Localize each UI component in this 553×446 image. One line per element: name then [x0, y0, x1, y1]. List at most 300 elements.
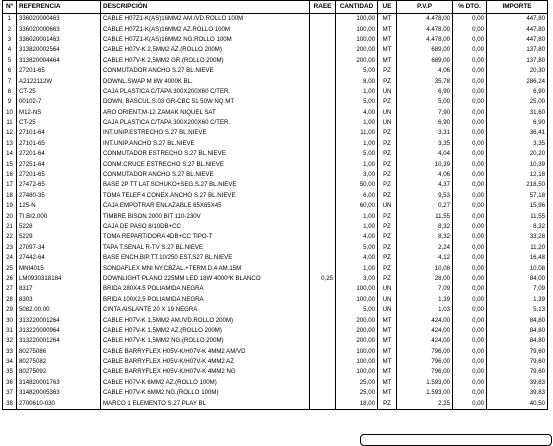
- cell-reference: 5082.00.00: [17, 305, 101, 315]
- cell-description: CABLE H07V-K 1,5MM2 AM./VD.ROLLO 200M): [101, 315, 310, 325]
- cell-reference: 27201-64: [17, 149, 101, 159]
- cell-unit-price: 796,00: [397, 367, 453, 377]
- cell-amount: 137,80: [487, 45, 548, 55]
- cell-discount: 0,00: [453, 295, 487, 305]
- cell-line-number: 25: [3, 263, 17, 273]
- cell-reference: 27472-65: [17, 180, 101, 190]
- cell-discount: 0,00: [453, 56, 487, 66]
- cell-discount: 0,00: [453, 97, 487, 107]
- cell-unit: MT: [378, 45, 397, 55]
- cell-unit: UN: [378, 284, 397, 294]
- cell-unit: MT: [378, 326, 397, 336]
- cell-discount: 0,00: [453, 347, 487, 357]
- cell-unit-price: 796,00: [397, 357, 453, 367]
- cell-quantity: 5,00: [336, 305, 378, 315]
- cell-amount: 286,24: [487, 76, 548, 86]
- cell-reference: 313220000964: [17, 326, 101, 336]
- cell-description: CAJA EMPOTRAR ENLAZABLE 65X65X45: [101, 201, 310, 211]
- cell-unit: PZ: [378, 243, 397, 253]
- table-row: [3, 180, 548, 190]
- table-row: [3, 118, 548, 128]
- cell-quantity: 100,00: [336, 295, 378, 305]
- cell-amount: 447,80: [487, 35, 548, 45]
- cell-unit: PZ: [378, 222, 397, 232]
- cell-amount: 79,60: [487, 357, 548, 367]
- cell-unit-price: 7,09: [397, 284, 453, 294]
- cell-quantity: 1,00: [336, 139, 378, 149]
- cell-quantity: 100,00: [336, 35, 378, 45]
- cell-raee: [310, 14, 336, 25]
- cell-unit: PZ: [378, 159, 397, 169]
- cell-line-number: 1: [3, 14, 17, 25]
- table-row: [3, 232, 548, 242]
- cell-unit: PZ: [378, 149, 397, 159]
- cell-raee: [310, 76, 336, 86]
- cell-discount: 0,00: [453, 253, 487, 263]
- cell-raee: [310, 211, 336, 221]
- cell-raee: [310, 97, 336, 107]
- cell-raee: [310, 191, 336, 201]
- cell-unit: PZ: [378, 170, 397, 180]
- cell-discount: 0,00: [453, 232, 487, 242]
- cell-unit: PZ: [378, 253, 397, 263]
- cell-unit-price: 10,39: [397, 159, 453, 169]
- cell-raee: [310, 388, 336, 398]
- col-header-quantity: CANTIDAD: [336, 1, 378, 14]
- cell-unit-price: 689,00: [397, 45, 453, 55]
- cell-quantity: 100,00: [336, 347, 378, 357]
- cell-unit-price: 1,39: [397, 295, 453, 305]
- table-row: [3, 211, 548, 221]
- cell-discount: 0,00: [453, 336, 487, 346]
- cell-description: CONMUTADOR ANCHO S.27 BL.NIEVE: [101, 170, 310, 180]
- cell-reference: 336020001463: [17, 35, 101, 45]
- cell-line-number: 26: [3, 274, 17, 284]
- cell-discount: 0,00: [453, 388, 487, 398]
- cell-reference: 336020000463: [17, 14, 101, 25]
- cell-amount: 6,90: [487, 118, 548, 128]
- cell-unit-price: 28,00: [397, 274, 453, 284]
- cell-quantity: 25,00: [336, 378, 378, 388]
- cell-description: CAJA PLASTICA C/TAPA 300X200X60 C/TER.: [101, 87, 310, 97]
- cell-description: CABLE H07V-K 2,5MM2 AZ.(ROLLO 200M): [101, 45, 310, 55]
- cell-raee: [310, 295, 336, 305]
- cell-unit-price: 424,00: [397, 315, 453, 325]
- cell-reference: TI.BI2.000: [17, 211, 101, 221]
- table-row: [3, 191, 548, 201]
- cell-reference: 27480-35: [17, 191, 101, 201]
- cell-amount: 7,09: [487, 284, 548, 294]
- cell-description: BASE 2P TT LAT.SCHUKO+SEG.S.27 BL.NIEVE: [101, 180, 310, 190]
- cell-amount: 31,60: [487, 108, 548, 118]
- cell-unit-price: 424,00: [397, 326, 453, 336]
- cell-line-number: 37: [3, 388, 17, 398]
- cell-quantity: 200,00: [336, 315, 378, 325]
- table-body: [3, 14, 548, 410]
- cell-unit-price: 0,27: [397, 201, 453, 211]
- cell-amount: 10,39: [487, 159, 548, 169]
- cell-unit: MT: [378, 378, 397, 388]
- cell-quantity: 1,00: [336, 211, 378, 221]
- cell-raee: [310, 378, 336, 388]
- cell-description: DOWNL.SWAP M 8W 4000K BL.: [101, 76, 310, 86]
- cell-reference: 313220001264: [17, 336, 101, 346]
- cell-amount: 15,96: [487, 201, 548, 211]
- cell-unit-price: 1,03: [397, 305, 453, 315]
- cell-reference: 5229: [17, 232, 101, 242]
- cell-unit-price: 3,35: [397, 139, 453, 149]
- cell-description: CABLE BARRYFLEX H05V-K/H07V-K 4MM2 NG: [101, 367, 310, 377]
- cell-description: CABLE H07Z1-K(AS)16MM2 NG.ROLLO 100M: [101, 35, 310, 45]
- cell-description: CONM.CRUCE ESTRECHO S.27 BL.NIEVE: [101, 159, 310, 169]
- cell-description: INT.UNIP.ANCHO S.27 BL.NIEVE: [101, 139, 310, 149]
- cell-line-number: 27: [3, 284, 17, 294]
- cell-quantity: 100,00: [336, 367, 378, 377]
- cell-amount: 447,80: [487, 14, 548, 25]
- table-row: [3, 76, 548, 86]
- cell-line-number: 15: [3, 159, 17, 169]
- cell-description: CABLE H07V-K 1,5MM2 NG.(ROLLO 200M): [101, 336, 310, 346]
- cell-unit-price: 4,04: [397, 149, 453, 159]
- cell-reference: 27101-65: [17, 139, 101, 149]
- table-row: [3, 87, 548, 97]
- cell-unit-price: 7,90: [397, 108, 453, 118]
- cell-amount: 79,60: [487, 367, 548, 377]
- cell-unit-price: 10,08: [397, 263, 453, 273]
- cell-amount: 12,18: [487, 170, 548, 180]
- cell-unit: MT: [378, 357, 397, 367]
- cell-amount: 84,80: [487, 326, 548, 336]
- cell-line-number: 12: [3, 128, 17, 138]
- cell-description: BRIDA 100X2,5 POLIAMIDA NEGRA: [101, 295, 310, 305]
- cell-unit: PZ: [378, 97, 397, 107]
- cell-quantity: 3,00: [336, 170, 378, 180]
- col-header-number: Nº: [3, 1, 17, 14]
- cell-quantity: 100,00: [336, 14, 378, 25]
- cell-unit: UN: [378, 305, 397, 315]
- cell-quantity: 5,00: [336, 149, 378, 159]
- cell-reference: 8303: [17, 295, 101, 305]
- cell-description: SONDAFLEX MNI NY.CBZAL.+TERM.D.4 AM.15M: [101, 263, 310, 273]
- table-row: [3, 295, 548, 305]
- cell-unit-price: 4,12: [397, 253, 453, 263]
- cell-line-number: 31: [3, 326, 17, 336]
- cell-unit: MT: [378, 315, 397, 325]
- cell-reference: 27101-64: [17, 128, 101, 138]
- table-row: [3, 263, 548, 273]
- cell-discount: 0,00: [453, 284, 487, 294]
- cell-discount: 0,00: [453, 87, 487, 97]
- cell-description: TOMA REPARTIDORA 4DB+CC TIPO-T: [101, 232, 310, 242]
- cell-discount: 0,00: [453, 263, 487, 273]
- cell-unit-price: 8,32: [397, 232, 453, 242]
- table-row: [3, 128, 548, 138]
- cell-unit-price: 424,00: [397, 336, 453, 346]
- cell-line-number: 19: [3, 201, 17, 211]
- cell-description: DOWN. BASCUL.S.03 GR-CBC 51 50W NQ MT: [101, 97, 310, 107]
- cell-discount: 0,00: [453, 170, 487, 180]
- cell-unit: PZ: [378, 180, 397, 190]
- cell-quantity: 4,00: [336, 108, 378, 118]
- cell-unit-price: 9,53: [397, 191, 453, 201]
- cell-discount: 0,00: [453, 128, 487, 138]
- cell-unit-price: 2,25: [397, 398, 453, 409]
- cell-description: BASE ENCH.BIP.TT.10/250 EST.S27 BL.NIEVE: [101, 253, 310, 263]
- cell-unit: PZ: [378, 263, 397, 273]
- cell-raee: [310, 357, 336, 367]
- table-row: [3, 201, 548, 211]
- cell-unit-price: 689,00: [397, 56, 453, 66]
- cell-line-number: 8: [3, 87, 17, 97]
- cell-line-number: 28: [3, 295, 17, 305]
- cell-reference: 80275082: [17, 357, 101, 367]
- cell-line-number: 30: [3, 315, 17, 325]
- cell-amount: 20,30: [487, 66, 548, 76]
- cell-raee: [310, 243, 336, 253]
- cell-quantity: 5,00: [336, 66, 378, 76]
- cell-raee: [310, 347, 336, 357]
- cell-reference: 27097-34: [17, 243, 101, 253]
- cell-description: DOWNLIGHT PLANO 225MM LED 18W 4000ºK BLANCO: [101, 274, 310, 284]
- cell-unit: PZ: [378, 76, 397, 86]
- cell-reference: 314820001763: [17, 378, 101, 388]
- cell-reference: 313220001264: [17, 315, 101, 325]
- cell-description: CAJA PLASTICA C/TAPA 300X200X60 C/TER.: [101, 118, 310, 128]
- cell-discount: 0,00: [453, 45, 487, 55]
- cell-description: CABLE BARRYFLEX H05V-K/H07V-K 4MM2 AM/VD: [101, 347, 310, 357]
- cell-unit: MT: [378, 367, 397, 377]
- cell-unit: PZ: [378, 66, 397, 76]
- cell-unit-price: 6,90: [397, 87, 453, 97]
- cell-raee: [310, 45, 336, 55]
- cell-line-number: 29: [3, 305, 17, 315]
- cell-raee: [310, 222, 336, 232]
- cell-unit-price: 796,00: [397, 347, 453, 357]
- cell-description: TAPA T.SENAL R-TV S.27 BL.NIEVE: [101, 243, 310, 253]
- cell-unit: MT: [378, 24, 397, 34]
- cell-raee: [310, 232, 336, 242]
- cell-unit-price: 4,06: [397, 66, 453, 76]
- table-row: [3, 24, 548, 34]
- cell-raee: [310, 263, 336, 273]
- cell-quantity: 50,00: [336, 180, 378, 190]
- cell-discount: 0,00: [453, 35, 487, 45]
- cell-unit-price: 8,32: [397, 222, 453, 232]
- cell-description: CABLE H07V-K 6MM2 AZ.(ROLLO 100M): [101, 378, 310, 388]
- cell-line-number: 32: [3, 336, 17, 346]
- cell-reference: 80275086: [17, 347, 101, 357]
- cell-line-number: 34: [3, 357, 17, 367]
- cell-discount: 0,00: [453, 149, 487, 159]
- cell-description: BRIDA 280X4.5 POLIAMIDA NEGRA: [101, 284, 310, 294]
- table-row: [3, 284, 548, 294]
- cell-amount: 5,13: [487, 305, 548, 315]
- cell-description: CAJA DE PASO 8/10DB+CC: [101, 222, 310, 232]
- cell-discount: 0,00: [453, 378, 487, 388]
- cell-raee: [310, 24, 336, 34]
- cell-line-number: 11: [3, 118, 17, 128]
- cell-line-number: 33: [3, 347, 17, 357]
- cell-raee: [310, 398, 336, 409]
- cell-description: CONMUTADOR ESTRECHO S.27 BL.NIEVE: [101, 149, 310, 159]
- cell-discount: 0,00: [453, 139, 487, 149]
- col-header-description: DESCRIPCIÓN: [101, 1, 310, 14]
- cell-line-number: 3: [3, 35, 17, 45]
- cell-raee: [310, 201, 336, 211]
- cell-discount: 0,00: [453, 66, 487, 76]
- cell-discount: 0,00: [453, 367, 487, 377]
- cell-line-number: 5: [3, 56, 17, 66]
- table-row: [3, 398, 548, 409]
- cell-amount: 8,32: [487, 222, 548, 232]
- cell-discount: 0,00: [453, 14, 487, 25]
- cell-amount: 10,08: [487, 263, 548, 273]
- table-row: [3, 367, 548, 377]
- cell-amount: 218,50: [487, 180, 548, 190]
- cell-unit: UN: [378, 201, 397, 211]
- cell-raee: [310, 367, 336, 377]
- cell-reference: 2700610-030: [17, 398, 101, 409]
- cell-raee: [310, 35, 336, 45]
- cell-unit: MT: [378, 56, 397, 66]
- cell-raee: [310, 180, 336, 190]
- cell-amount: 447,80: [487, 24, 548, 34]
- cell-description: CABLE H07V-K 6MM2 NG.(ROLLO 100M): [101, 388, 310, 398]
- cell-line-number: 36: [3, 378, 17, 388]
- table-row: [3, 326, 548, 336]
- cell-quantity: 1,00: [336, 159, 378, 169]
- table-row: [3, 139, 548, 149]
- cell-discount: 0,00: [453, 243, 487, 253]
- cell-quantity: 5,00: [336, 243, 378, 253]
- cell-description: CABLE H07Z1-K(AS)16MM2 AM./VD.ROLLO 100M: [101, 14, 310, 25]
- cell-amount: 20,20: [487, 149, 548, 159]
- table-row: [3, 347, 548, 357]
- table-row: [3, 253, 548, 263]
- cell-line-number: 24: [3, 253, 17, 263]
- cell-unit-price: 4.478,00: [397, 24, 453, 34]
- cell-description: CABLE BARRYFLEX H05V-K/H07V-K 4MM2 AZ: [101, 357, 310, 367]
- cell-unit: PZ: [378, 232, 397, 242]
- cell-unit-price: 5,00: [397, 97, 453, 107]
- cell-unit: PZ: [378, 398, 397, 409]
- cell-unit: PZ: [378, 211, 397, 221]
- cell-unit: PZ: [378, 274, 397, 284]
- table-row: [3, 305, 548, 315]
- cell-quantity: 4,00: [336, 232, 378, 242]
- table-row: [3, 315, 548, 325]
- table-row: [3, 97, 548, 107]
- cell-description: CABLE H07V-K 1,5MM2 AZ.(ROLLO 200M): [101, 326, 310, 336]
- cell-description: MARCO 1 ELEMENTO S.27 PLAY BL: [101, 398, 310, 409]
- cell-reference: LM0930318184: [17, 274, 101, 284]
- table-row: [3, 56, 548, 66]
- cell-discount: 0,00: [453, 108, 487, 118]
- cell-line-number: 22: [3, 232, 17, 242]
- cell-quantity: 60,00: [336, 201, 378, 211]
- table-row: [3, 336, 548, 346]
- cell-amount: 40,50: [487, 398, 548, 409]
- cell-quantity: 25,00: [336, 388, 378, 398]
- cell-discount: 0,00: [453, 191, 487, 201]
- cell-line-number: 35: [3, 367, 17, 377]
- cell-line-number: 13: [3, 139, 17, 149]
- cell-quantity: 11,00: [336, 128, 378, 138]
- cell-raee: [310, 315, 336, 325]
- table-row: [3, 274, 548, 284]
- cell-unit-price: 4,06: [397, 170, 453, 180]
- col-header-unit: UE: [378, 1, 397, 14]
- cell-discount: 0,00: [453, 398, 487, 409]
- cell-reference: 80275092: [17, 367, 101, 377]
- cell-reference: A2122112W: [17, 76, 101, 86]
- cell-discount: 0,00: [453, 305, 487, 315]
- cell-amount: 39,83: [487, 378, 548, 388]
- cell-amount: 33,28: [487, 232, 548, 242]
- cell-reference: M12-NS: [17, 108, 101, 118]
- table-row: [3, 108, 548, 118]
- cell-reference: 27442-64: [17, 253, 101, 263]
- cell-unit-price: 1.593,00: [397, 388, 453, 398]
- cell-description: TIMBRE BISON 2000 BIT 110-230V: [101, 211, 310, 221]
- cell-reference: 313820004464: [17, 56, 101, 66]
- cell-reference: 125-N: [17, 201, 101, 211]
- cell-quantity: 8,00: [336, 76, 378, 86]
- cell-unit-price: 2,24: [397, 243, 453, 253]
- cell-unit: UN: [378, 87, 397, 97]
- cell-raee: [310, 87, 336, 97]
- cell-unit: MT: [378, 336, 397, 346]
- cell-reference: 00102-7: [17, 97, 101, 107]
- table-row: [3, 159, 548, 169]
- cell-description: CABLE H07V-K 2,5MM2 GR.(ROLLO 200M): [101, 56, 310, 66]
- cell-quantity: 6,00: [336, 191, 378, 201]
- cell-description: CINTA AISLANTE 20 X 19 NEGRA: [101, 305, 310, 315]
- cell-reference: 313820002564: [17, 45, 101, 55]
- cell-raee: [310, 336, 336, 346]
- cell-description: TOMA TELEF.4 CONEX.ANCHO S.27 BL.NIEVE: [101, 191, 310, 201]
- table-row: [3, 45, 548, 55]
- cell-amount: 25,00: [487, 97, 548, 107]
- cell-raee: 0,25: [310, 274, 336, 284]
- cell-quantity: 200,00: [336, 56, 378, 66]
- cell-raee: [310, 66, 336, 76]
- cell-amount: 79,60: [487, 347, 548, 357]
- cell-raee: [310, 149, 336, 159]
- cell-amount: 39,83: [487, 388, 548, 398]
- cell-discount: 0,00: [453, 357, 487, 367]
- cell-quantity: 1,00: [336, 118, 378, 128]
- cell-description: INT.UNIP.ESTRECHO S.27 BL.NIEVE: [101, 128, 310, 138]
- cell-raee: [310, 128, 336, 138]
- cell-line-number: 2: [3, 24, 17, 34]
- cell-quantity: 100,00: [336, 284, 378, 294]
- table-header-row: [3, 1, 548, 14]
- cell-discount: 0,00: [453, 222, 487, 232]
- cell-line-number: 21: [3, 222, 17, 232]
- cell-discount: 0,00: [453, 211, 487, 221]
- cell-unit-price: 11,55: [397, 211, 453, 221]
- cell-description: CONMUTADOR ANCHO S.27 BL.NIEVE: [101, 66, 310, 76]
- cell-unit: PZ: [378, 128, 397, 138]
- cell-amount: 16,48: [487, 253, 548, 263]
- cell-line-number: 14: [3, 149, 17, 159]
- cell-unit-price: 35,78: [397, 76, 453, 86]
- invoice-lines-table: [2, 0, 548, 410]
- cell-reference: 27251-64: [17, 159, 101, 169]
- cell-unit: PZ: [378, 191, 397, 201]
- cell-discount: 0,00: [453, 274, 487, 284]
